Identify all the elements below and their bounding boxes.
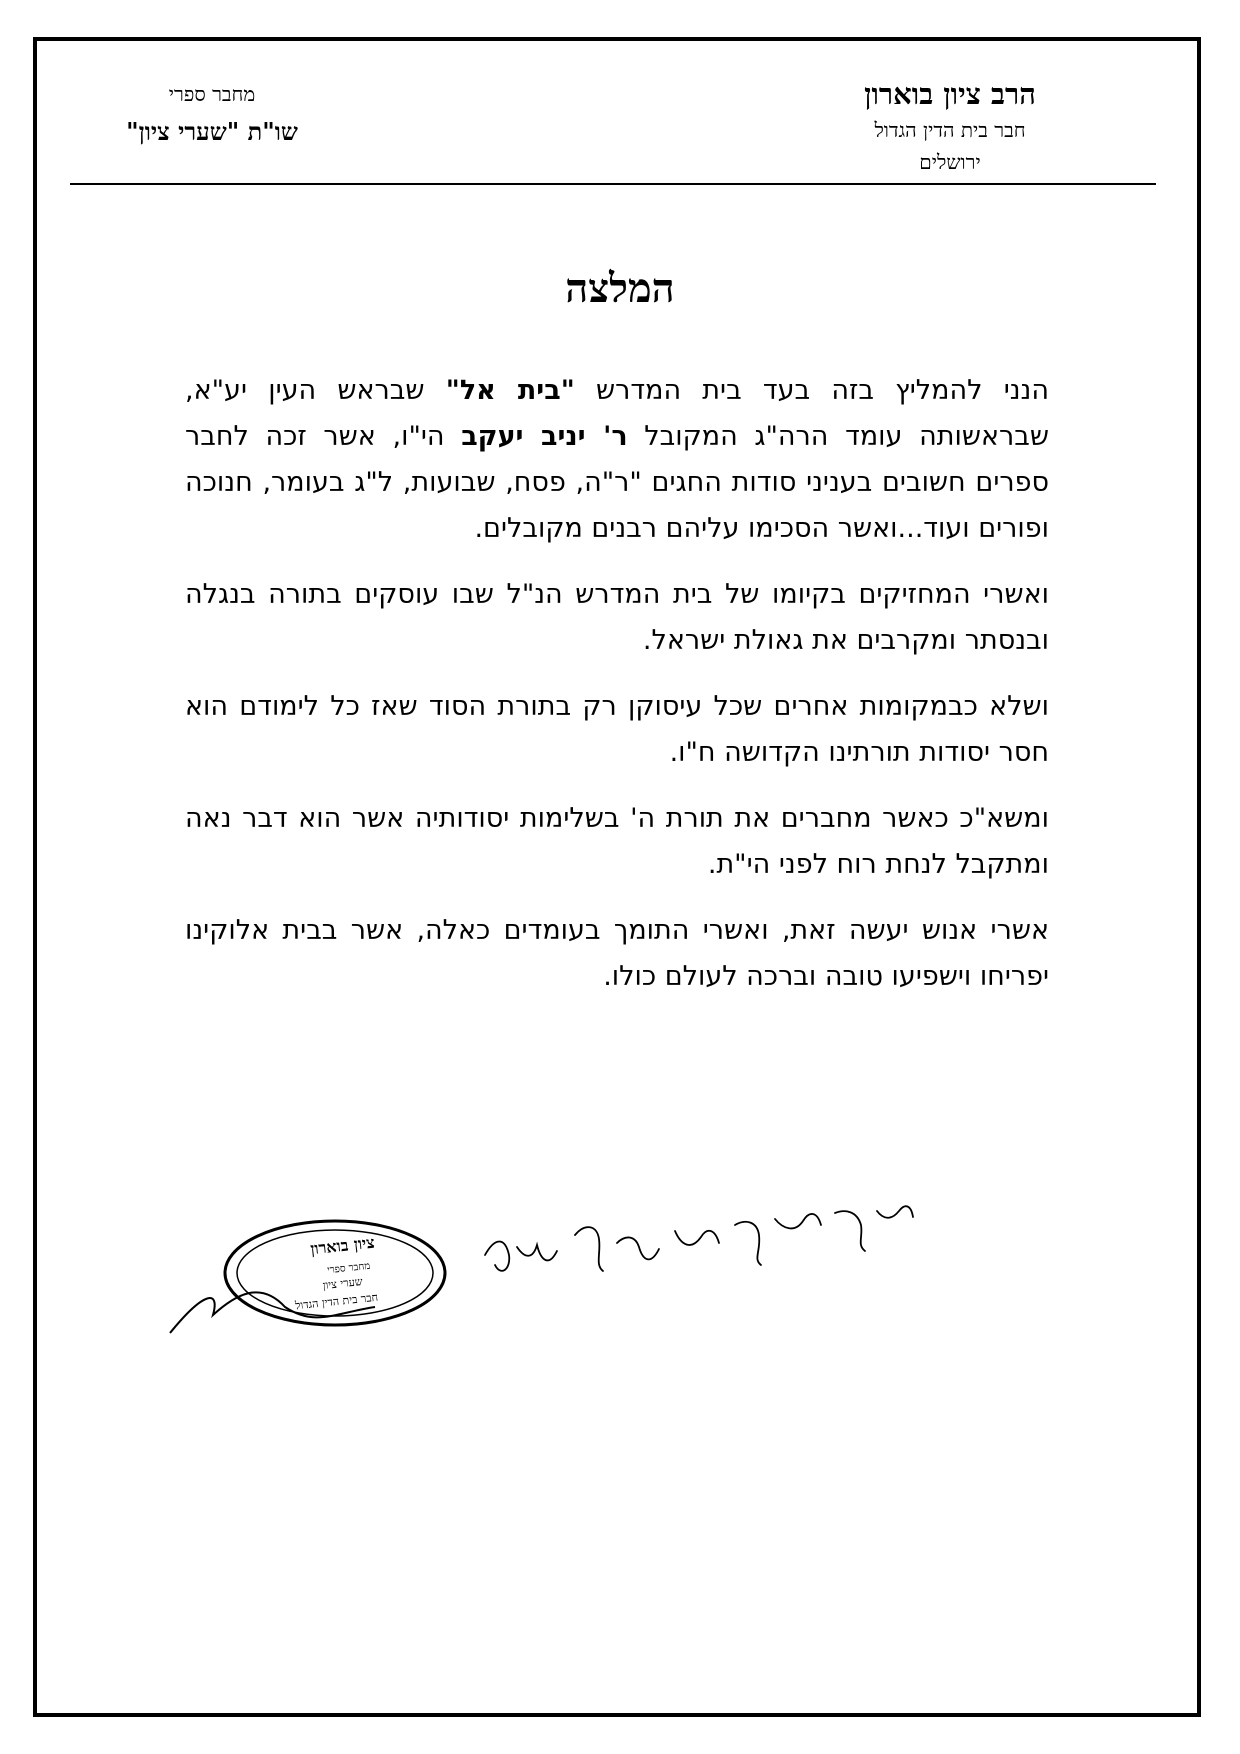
paragraph-3: ושלא כבמקומות אחרים שכל עיסוקן רק בתורת הסוד שאז כל לימודם הוא חסר יסודות תורתינו הקדושה ח"ו. [185, 691, 1049, 768]
handwritten-line [485, 1206, 913, 1271]
stamp-book-text: שערי ציון [322, 1274, 364, 1293]
paragraph-1 [185, 368, 1049, 552]
author-label: מחבר ספרי [168, 82, 256, 106]
rabbi-head-name: ר' יניב יעקב [461, 421, 628, 452]
letterhead-right [800, 74, 1100, 178]
rabbi-city: ירושלים [919, 150, 981, 174]
paragraph-4: ומשא"כ כאשר מחברים את תורת ה' בשלימות יסודותיה אשר הוא דבר נאה ומתקבל לנחת רוח לפני הי"ת. [185, 803, 1049, 880]
letter-body [185, 368, 1049, 1020]
p1-text-1: הנני להמליץ בזה בעד בית המדרש [574, 375, 1049, 406]
p1-text-3: הי"ו, אשר זכה לחבר ספרים חשובים בעניני סודות החגים "ר"ה, פסח, שבועות, ל"ג בעומר, חנוכה ופורים ועוד...ואשר הסכימו עליהם רבנים מקובלים. [185, 421, 1049, 544]
stamp-middle-text: מחבר ספרי [326, 1260, 371, 1277]
document-title: המלצה [565, 265, 675, 312]
book-title: שו"ת "שערי ציון" [126, 117, 298, 146]
rabbi-role: חבר בית הדין הגדול [874, 118, 1026, 142]
institution-name: "בית אל" [445, 375, 575, 406]
letterhead-left [92, 74, 332, 150]
header-divider [70, 183, 1156, 185]
paragraph-5: אשרי אנוש יעשה זאת, ואשרי התומך בעומדים כאלה, אשר בבית אלוקינו יפריחו וישפיעו טובה וברכה לעולם כולו. [185, 915, 1049, 992]
stamp-bottom-text: חבר בית הדין הגדול [294, 1290, 379, 1313]
rabbi-name: הרב ציון בוארון [864, 77, 1036, 111]
p1-text-2: שבראש העין יע"א, שבראשותה עומד הרה"ג המקובל [185, 375, 1049, 452]
paragraph-2: ואשרי המחזיקים בקיומו של בית המדרש הנ"ל שבו עוסקים בתורה בנגלה ובנסתר ומקרבים את גאולת ישראל. [185, 579, 1049, 656]
stamp-top-text: ציון בוארון [309, 1232, 376, 1259]
signature-and-stamp [165, 1195, 1065, 1345]
